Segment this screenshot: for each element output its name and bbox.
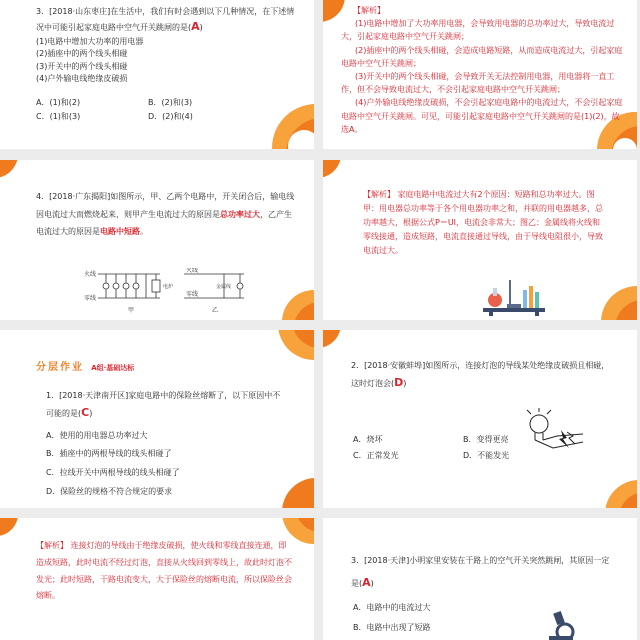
- answer-mark: D: [394, 376, 404, 390]
- orange-corner-decoration: [593, 468, 637, 508]
- microscope-illustration: [539, 610, 579, 640]
- condition-item: (1)电路中增加大功率的用电器: [36, 37, 144, 46]
- neutral-wire-label: 零线: [84, 295, 97, 302]
- section-subtitle: A组·基础达标: [91, 364, 135, 372]
- analysis-paragraph: (4)户外输电线绝缘皮破损，不会引起家庭电路中的电流过大，不会引起家庭电路中空气开关跳闸。可见，可能引起家庭电路中空气开关跳闸的是(1)(2)，故选A。: [341, 98, 623, 134]
- option-d[interactable]: D．(2)和(4): [148, 112, 193, 121]
- analysis-body: 连接灯泡的导线由于绝缘皮破损，使火线和零线直接连通，即造成短路，此时电流不经过灯泡，直接从火线回到零线上，故此时灯泡不发光；此时短路，干路电流变大，大于保险丝的熔断电流，所以保险丝会熔断。: [36, 541, 292, 601]
- metal-wire-label: 金属线: [216, 284, 232, 290]
- question-text: 3．[2018·山东枣庄]在生活中，我们有时会遇到以下几种情况，在下述情况中可能引起家庭电路中空气开关跳闸的是(A): [36, 7, 295, 34]
- orange-corner-decoration: [593, 278, 637, 320]
- live-wire-label: 火线: [84, 271, 97, 278]
- orange-corner-decoration: [323, 330, 351, 358]
- option-a[interactable]: A．烧坏: [353, 435, 383, 444]
- orange-corner-decoration: [0, 160, 26, 186]
- neutral-wire-label-2: 零线: [186, 291, 199, 298]
- condition-list: [36, 36, 143, 86]
- slide-7: [0, 518, 314, 640]
- slide-2: [323, 0, 637, 149]
- analysis-title: 【解析】: [353, 6, 385, 15]
- question-text: 1．[2018·天津南开区]家庭电路中的保险丝熔断了，以下原因中不可能的是(C): [46, 391, 281, 420]
- slide-3: [0, 160, 314, 320]
- lab-equipment-illustration: [479, 260, 549, 316]
- section-header: [36, 358, 134, 373]
- condition-item: (2)插座中的两个线头相碰: [36, 49, 128, 59]
- circuit-diagram: [84, 268, 254, 318]
- option-b[interactable]: B．插座中的两根导线的线头相碰了: [46, 449, 172, 458]
- orange-corner-decoration: [264, 330, 314, 370]
- analysis-paragraph: (2)插座中的两个线头相碰，会造成电路短路，从而造成电流过大，引起家庭电路中空气开关跳闸；: [341, 45, 623, 68]
- slide-6: [323, 330, 637, 508]
- option-c[interactable]: C．(1)和(3): [36, 112, 81, 121]
- option-a[interactable]: A．使用的用电器总功率过大: [46, 431, 148, 440]
- orange-corner-decoration: [270, 468, 314, 508]
- option-c[interactable]: C．正常发光: [353, 451, 399, 460]
- analysis-paragraph: (3)开关中的两个线头相碰，会导致开关无法控制用电器，用电器将一直工作，但不会导致电流过大，不会引起家庭电路中空气开关跳闸；: [341, 71, 615, 95]
- slide-5: [0, 330, 314, 508]
- slide-1: [0, 0, 314, 149]
- answer-blank-1: 总功率过大: [220, 209, 260, 219]
- option-d[interactable]: D．保险丝的规格不符合规定的要求: [46, 487, 173, 496]
- option-a[interactable]: A．电路中的电流过大: [353, 603, 431, 612]
- orange-corner-decoration: [274, 282, 314, 320]
- circuit-label-a: 甲: [128, 307, 135, 314]
- orange-corner-decoration: [323, 160, 351, 188]
- answer-blank-2: 电路中短路: [100, 227, 140, 237]
- analysis-paragraph: (1)电路中增加了大功率用电器，会导致用电器的总功率过大，导致电流过大，引起家庭电路中空气开关跳闸；: [341, 19, 615, 42]
- analysis-title: 【解析】: [36, 541, 68, 550]
- option-b[interactable]: B．(2)和(3): [148, 98, 193, 107]
- live-wire-label-2: 火线: [186, 268, 199, 274]
- option-a[interactable]: A．(1)和(2): [36, 98, 81, 107]
- option-b[interactable]: B．变得更亮: [463, 435, 509, 444]
- section-title: 分层作业: [36, 362, 84, 373]
- analysis-body: 家庭电路中电流过大有2个原因：短路和总功率过大。图甲：用电器总功率等于各个用电器功率之和，并联的用电器越多，总功率越大，根据公式P＝UI，电流会非常大；图乙：金属线将火线和零线接通，造成短路，电流直接通过导线，由于导线电阻很小，导致电流过大。: [363, 190, 603, 255]
- answer-mark: A: [191, 20, 200, 34]
- bulb-short-circuit-illustration: [523, 408, 589, 456]
- question-text: 3．[2018·天津]小明家里安装在干路上的空气开关突然跳闸，其原因一定是(A): [351, 556, 610, 590]
- analysis-text: [341, 4, 623, 136]
- option-c[interactable]: C．拉线开关中两根导线的线头相碰了: [46, 468, 180, 477]
- device-label: 电炉: [163, 284, 174, 290]
- slide-8: [323, 518, 637, 640]
- analysis-text: [36, 538, 294, 605]
- analysis-text: [363, 188, 603, 258]
- answer-mark: A: [362, 576, 371, 590]
- analysis-title: 【解析】: [363, 190, 395, 199]
- slide-4: [323, 160, 637, 320]
- answer-mark: C: [81, 406, 90, 420]
- orange-corner-decoration: [264, 96, 314, 149]
- orange-corner-decoration: [0, 518, 30, 548]
- condition-item: (3)开关中的两个线头相碰: [36, 61, 128, 71]
- option-d[interactable]: D．不能发光: [463, 451, 510, 460]
- option-b[interactable]: B．电路中出现了短路: [353, 623, 431, 632]
- condition-item: (4)户外输电线绝缘皮破损: [36, 74, 128, 84]
- circuit-label-b: 乙: [212, 307, 219, 314]
- question-text: 4．[2018·广东揭阳]如图所示，甲、乙两个电路中，开关闭合后，输电线因电流过大而燃烧起来，则甲产生电流过大的原因是总功率过大，乙产生电流过大的原因是电路中短路。: [36, 192, 295, 237]
- question-text: 2．[2018·安徽蚌埠]如图所示，连接灯泡的导线某处绝缘皮破损且相碰，这时灯泡会(D): [351, 361, 610, 390]
